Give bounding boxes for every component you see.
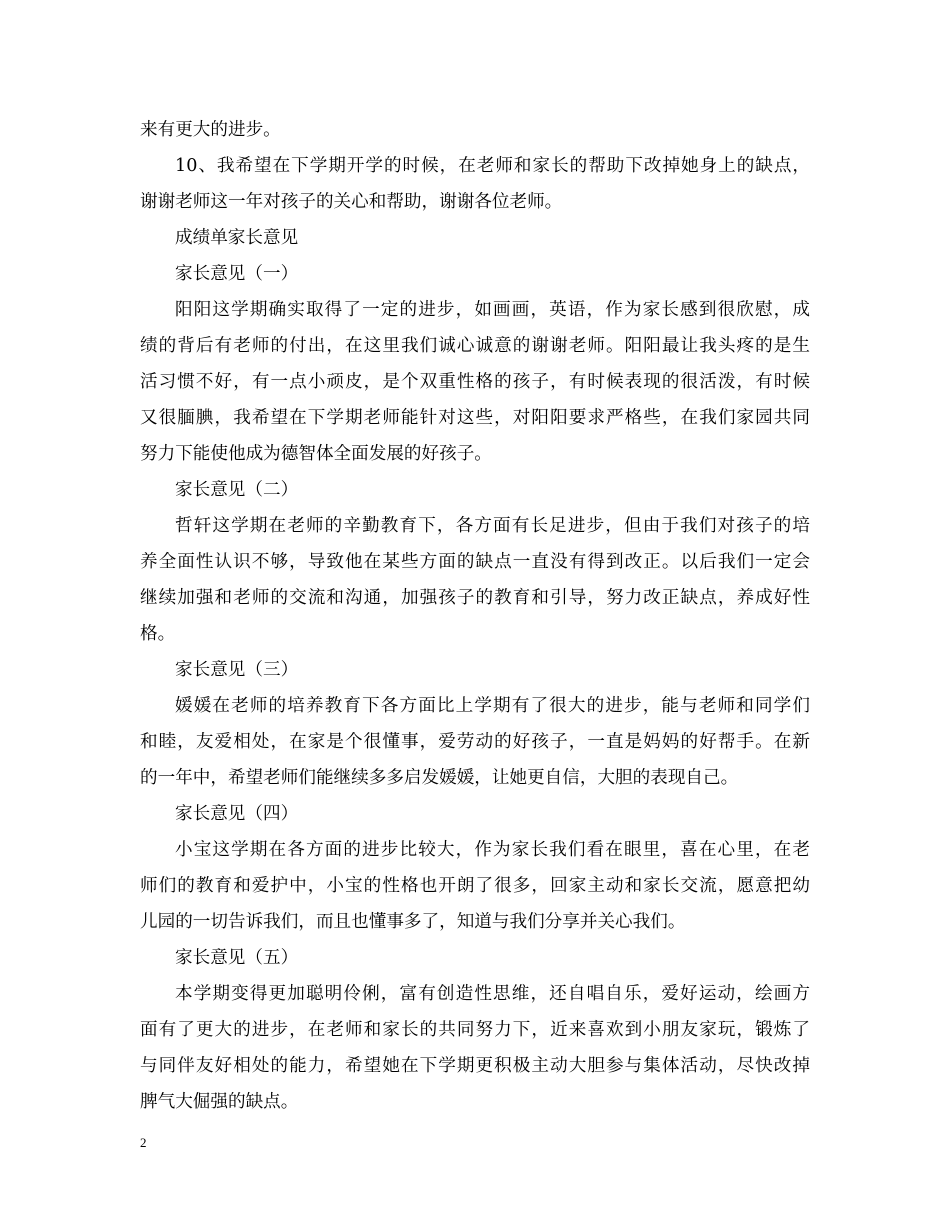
text-line: 绩的背后有老师的付出，在这里我们诚心诚意的谢谢老师。阳阳最让我头疼的是生 bbox=[140, 336, 810, 356]
document-body bbox=[140, 112, 810, 1120]
text-line: 本学期变得更加聪明伶俐，富有创造性思维，还自唱自乐，爱好运动，绘画方 bbox=[175, 984, 810, 1004]
text-line: 与同伴友好相处的能力，希望她在下学期更积极主动大胆参与集体活动，尽快改掉 bbox=[140, 1056, 810, 1076]
text-line: 家长意见（五） bbox=[175, 948, 299, 968]
text-line: 家长意见（三） bbox=[175, 660, 299, 680]
text-line: 的一年中，希望老师们能继续多多启发媛媛，让她更自信，大胆的表现自己。 bbox=[140, 768, 739, 788]
text-line: 家长意见（二） bbox=[175, 480, 299, 500]
text-line: 哲轩这学期在老师的辛勤教育下，各方面有长足进步，但由于我们对孩子的培 bbox=[175, 516, 810, 536]
text-line: 儿园的一切告诉我们，而且也懂事多了，知道与我们分享并关心我们。 bbox=[140, 912, 686, 932]
text-line: 又很腼腆，我希望在下学期老师能针对这些，对阳阳要求严格些，在我们家园共同 bbox=[140, 408, 810, 428]
text-line: 努力下能使他成为德智体全面发展的好孩子。 bbox=[140, 444, 492, 464]
text-line: 谢谢老师这一年对孩子的关心和帮助，谢谢各位老师。 bbox=[140, 192, 563, 212]
text-line: 成绩单家长意见 bbox=[175, 228, 299, 248]
text-line: 和睦，友爱相处，在家是个很懂事，爱劳动的好孩子，一直是妈妈的好帮手。在新 bbox=[140, 732, 810, 752]
text-line: 小宝这学期在各方面的进步比较大，作为家长我们看在眼里，喜在心里，在老 bbox=[175, 840, 810, 860]
text-line: 来有更大的进步。 bbox=[140, 120, 281, 140]
text-line: 面有了更大的进步，在老师和家长的共同努力下，近来喜欢到小朋友家玩，锻炼了 bbox=[140, 1020, 810, 1040]
text-line: 继续加强和老师的交流和沟通，加强孩子的教育和引导，努力改正缺点，养成好性 bbox=[140, 588, 810, 608]
text-line: 阳阳这学期确实取得了一定的进步，如画画，英语，作为家长感到很欣慰，成 bbox=[175, 300, 810, 320]
text-line: 家长意见（四） bbox=[175, 804, 299, 824]
page-number: 2 bbox=[140, 1135, 147, 1150]
text-line: 师们的教育和爱护中，小宝的性格也开朗了很多，回家主动和家长交流，愿意把幼 bbox=[140, 876, 810, 896]
text-line: 脾气大倔强的缺点。 bbox=[140, 1092, 299, 1112]
text-line: 养全面性认识不够，导致他在某些方面的缺点一直没有得到改正。以后我们一定会 bbox=[140, 552, 810, 572]
text-line: 格。 bbox=[140, 624, 176, 644]
text-line: 活习惯不好，有一点小顽皮，是个双重性格的孩子，有时候表现的很活泼，有时候 bbox=[140, 372, 810, 392]
text-line: 10、我希望在下学期开学的时候，在老师和家长的帮助下改掉她身上的缺点， bbox=[175, 156, 810, 176]
text-line: 家长意见（一） bbox=[175, 264, 299, 284]
text-line: 媛媛在老师的培养教育下各方面比上学期有了很大的进步，能与老师和同学们 bbox=[175, 696, 810, 716]
